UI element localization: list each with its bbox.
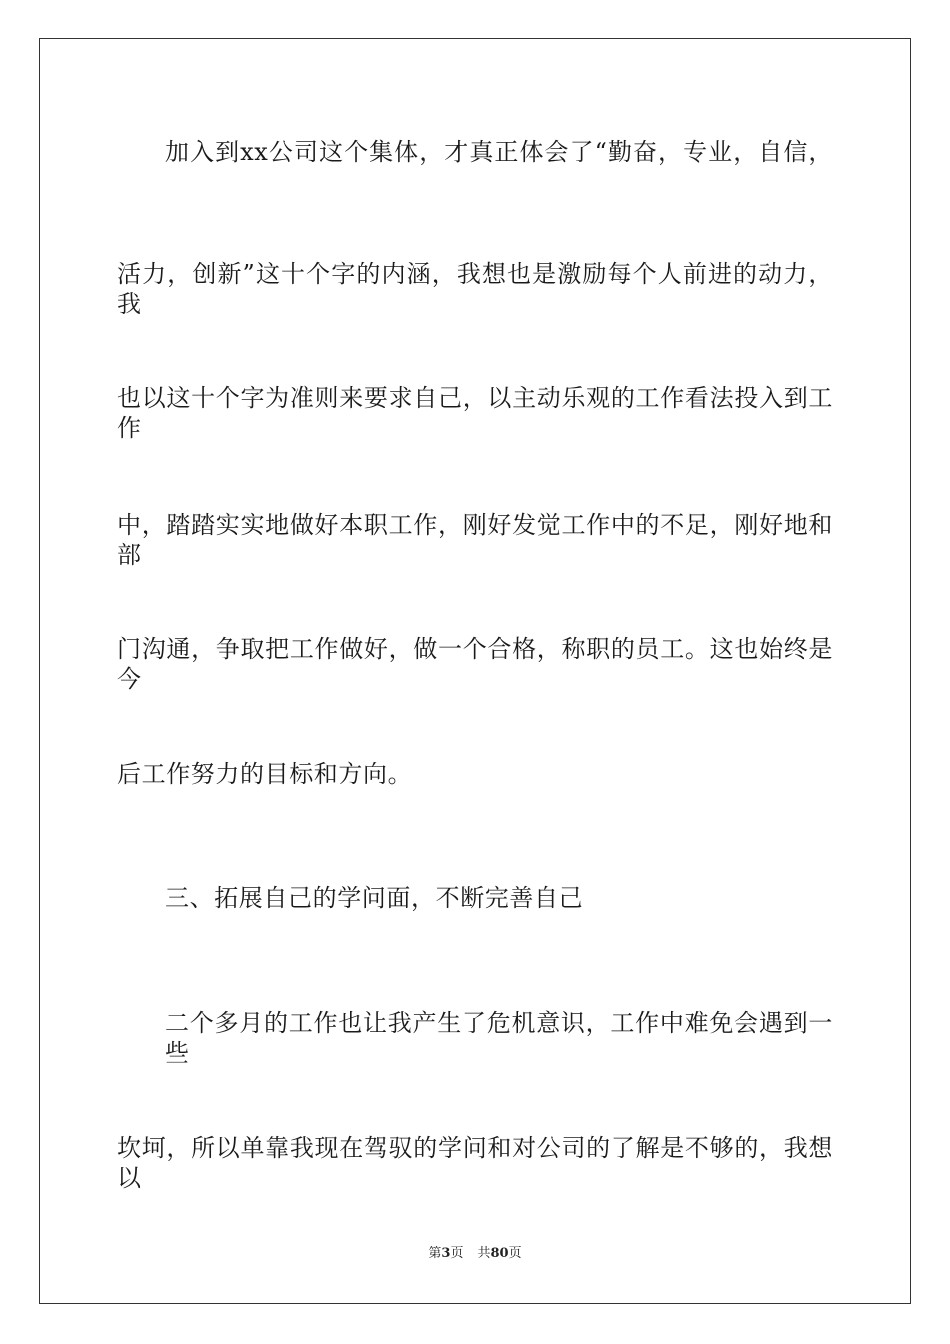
section-heading: 三、拓展自己的学问面，不断完善自己: [165, 884, 584, 912]
paragraph-line: 后工作努力的目标和方向。: [117, 760, 413, 788]
page-number: 3: [441, 1246, 451, 1261]
paragraph-line: 门沟通，争取把工作做好，做一个合格，称职的员工。这也始终是今: [117, 635, 833, 693]
paragraph-line: 也以这十个字为准则来要求自己，以主动乐观的工作看法投入到工作: [117, 384, 833, 442]
total-suffix: 页: [508, 1246, 522, 1261]
paragraph-line: 中，踏踏实实地做好本职工作，刚好发觉工作中的不足，刚好地和部: [117, 511, 833, 569]
page-prefix: 第: [428, 1246, 442, 1261]
paragraph-line: 加入到xx公司这个集体，才真正体会了“勤奋，专业，自信，: [165, 138, 833, 166]
page-suffix: 页: [450, 1246, 464, 1261]
paragraph-line: 二个多月的工作也让我产生了危机意识，工作中难免会遇到一些: [165, 1009, 833, 1067]
total-prefix: 共: [477, 1246, 491, 1261]
paragraph-line: 活力，创新”这十个字的内涵，我想也是激励每个人前进的动力，我: [117, 260, 833, 318]
page-footer: [0, 1245, 950, 1263]
paragraph-line: 坎坷，所以单靠我现在驾驭的学问和对公司的了解是不够的，我想以: [117, 1134, 833, 1192]
total-pages: 80: [490, 1246, 509, 1261]
